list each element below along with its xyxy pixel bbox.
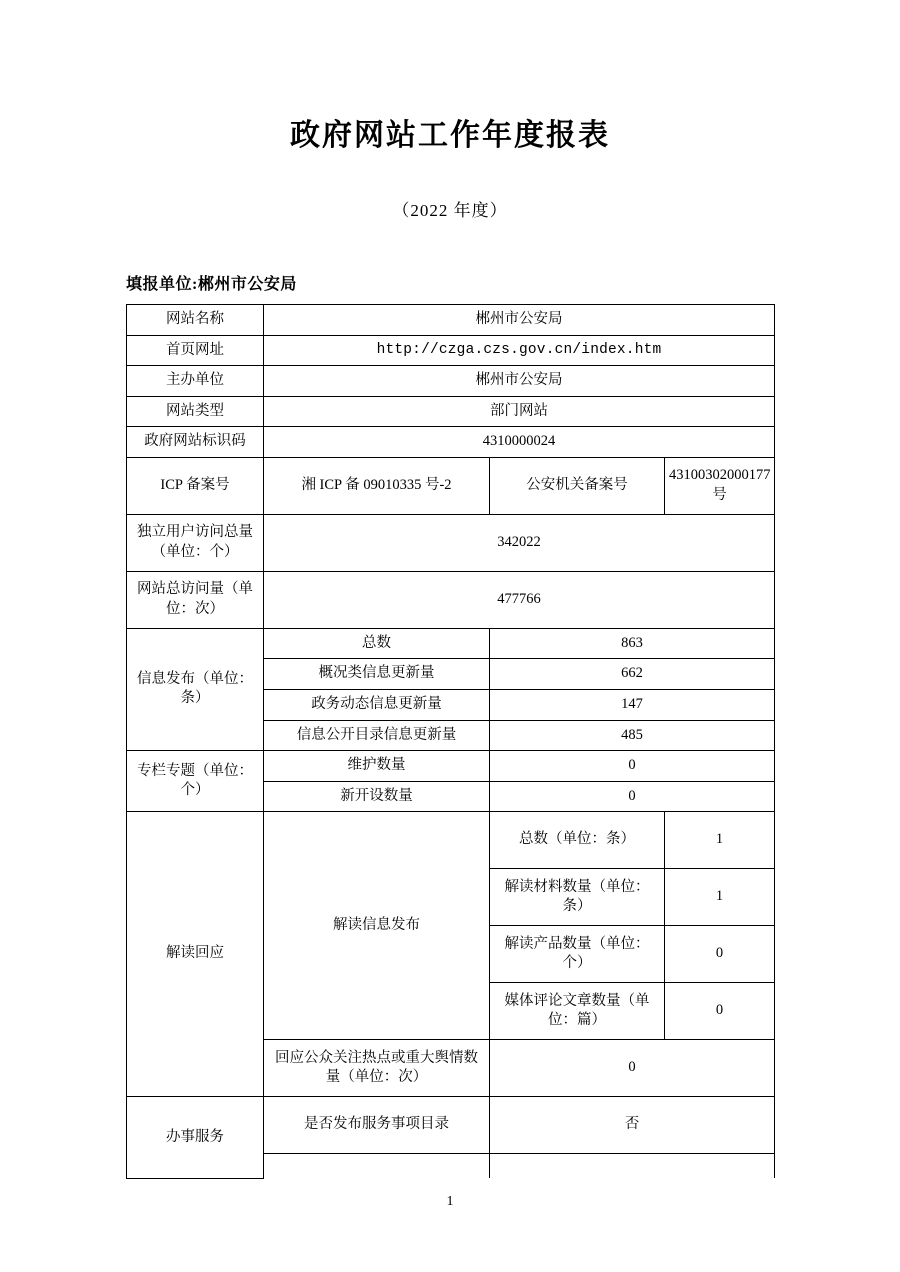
response-hotspot-value: 0 [490,1040,775,1097]
site-name-label: 网站名称 [127,305,264,336]
column-topic-label: 专栏专题（单位：个） [127,751,264,812]
homepage-value: http://czga.czs.gov.cn/index.htm [264,335,775,366]
annual-report-table [126,304,775,1179]
site-name-value: 郴州市公安局 [264,305,775,336]
table-row [127,514,775,571]
column-topic-item-value: 0 [490,781,775,812]
sponsor-label: 主办单位 [127,366,264,397]
icp-value: 湘 ICP 备 09010335 号-2 [264,457,490,514]
service-directory-value: 否 [490,1097,775,1154]
info-release-item-label: 概况类信息更新量 [264,659,490,690]
table-row [127,751,775,782]
unique-visitors-value: 342022 [264,514,775,571]
table-row [127,812,775,869]
column-topic-item-value: 0 [490,751,775,782]
icp-label: ICP 备案号 [127,457,264,514]
police-record-label: 公安机关备案号 [490,457,665,514]
total-visits-label: 网站总访问量（单位：次） [127,571,264,628]
service-extra-label [264,1154,490,1179]
table-row [127,305,775,336]
info-release-item-label: 信息公开目录信息更新量 [264,720,490,751]
table-row [127,571,775,628]
table-row [127,335,775,366]
info-release-item-value: 863 [490,628,775,659]
info-release-item-label: 总数 [264,628,490,659]
police-record-value: 43100302000177 号 [665,457,775,514]
table-row [127,427,775,458]
interpretation-item-label: 媒体评论文章数量（单位：篇） [490,983,665,1040]
response-hotspot-label: 回应公众关注热点或重大舆情数量（单位：次） [264,1040,490,1097]
sponsor-value: 郴州市公安局 [264,366,775,397]
interpretation-item-value: 0 [665,926,775,983]
site-code-label: 政府网站标识码 [127,427,264,458]
service-directory-label: 是否发布服务事项目录 [264,1097,490,1154]
info-release-label: 信息发布（单位：条） [127,628,264,750]
service-label: 办事服务 [127,1097,264,1179]
reporting-unit-label: 填报单位: [126,276,198,293]
info-release-item-value: 662 [490,659,775,690]
column-topic-item-label: 新开设数量 [264,781,490,812]
service-extra-value [490,1154,775,1179]
reporting-unit-value: 郴州市公安局 [197,276,297,293]
interpretation-item-label: 解读材料数量（单位：条） [490,869,665,926]
table-row [127,457,775,514]
homepage-label: 首页网址 [127,335,264,366]
reporting-unit-line [0,221,900,294]
info-release-item-value: 485 [490,720,775,751]
interpretation-item-value: 1 [665,869,775,926]
table-row [127,1097,775,1154]
interpretation-item-label: 总数（单位：条） [490,812,665,869]
interpretation-label: 解读回应 [127,812,264,1097]
column-topic-item-label: 维护数量 [264,751,490,782]
unique-visitors-label: 独立用户访问总量（单位：个） [127,514,264,571]
site-type-label: 网站类型 [127,396,264,427]
page-number: 1 [446,1194,454,1209]
info-release-item-value: 147 [490,689,775,720]
page-subtitle: （2022 年度） [392,201,508,220]
table-row [127,628,775,659]
site-code-value: 4310000024 [264,427,775,458]
interpretation-release-label: 解读信息发布 [264,812,490,1040]
interpretation-item-value: 1 [665,812,775,869]
info-release-item-label: 政务动态信息更新量 [264,689,490,720]
interpretation-item-value: 0 [665,983,775,1040]
table-row [127,396,775,427]
total-visits-value: 477766 [264,571,775,628]
site-type-value: 部门网站 [264,396,775,427]
table-row [127,366,775,397]
page-title: 政府网站工作年度报表 [290,119,610,152]
interpretation-item-label: 解读产品数量（单位：个） [490,926,665,983]
